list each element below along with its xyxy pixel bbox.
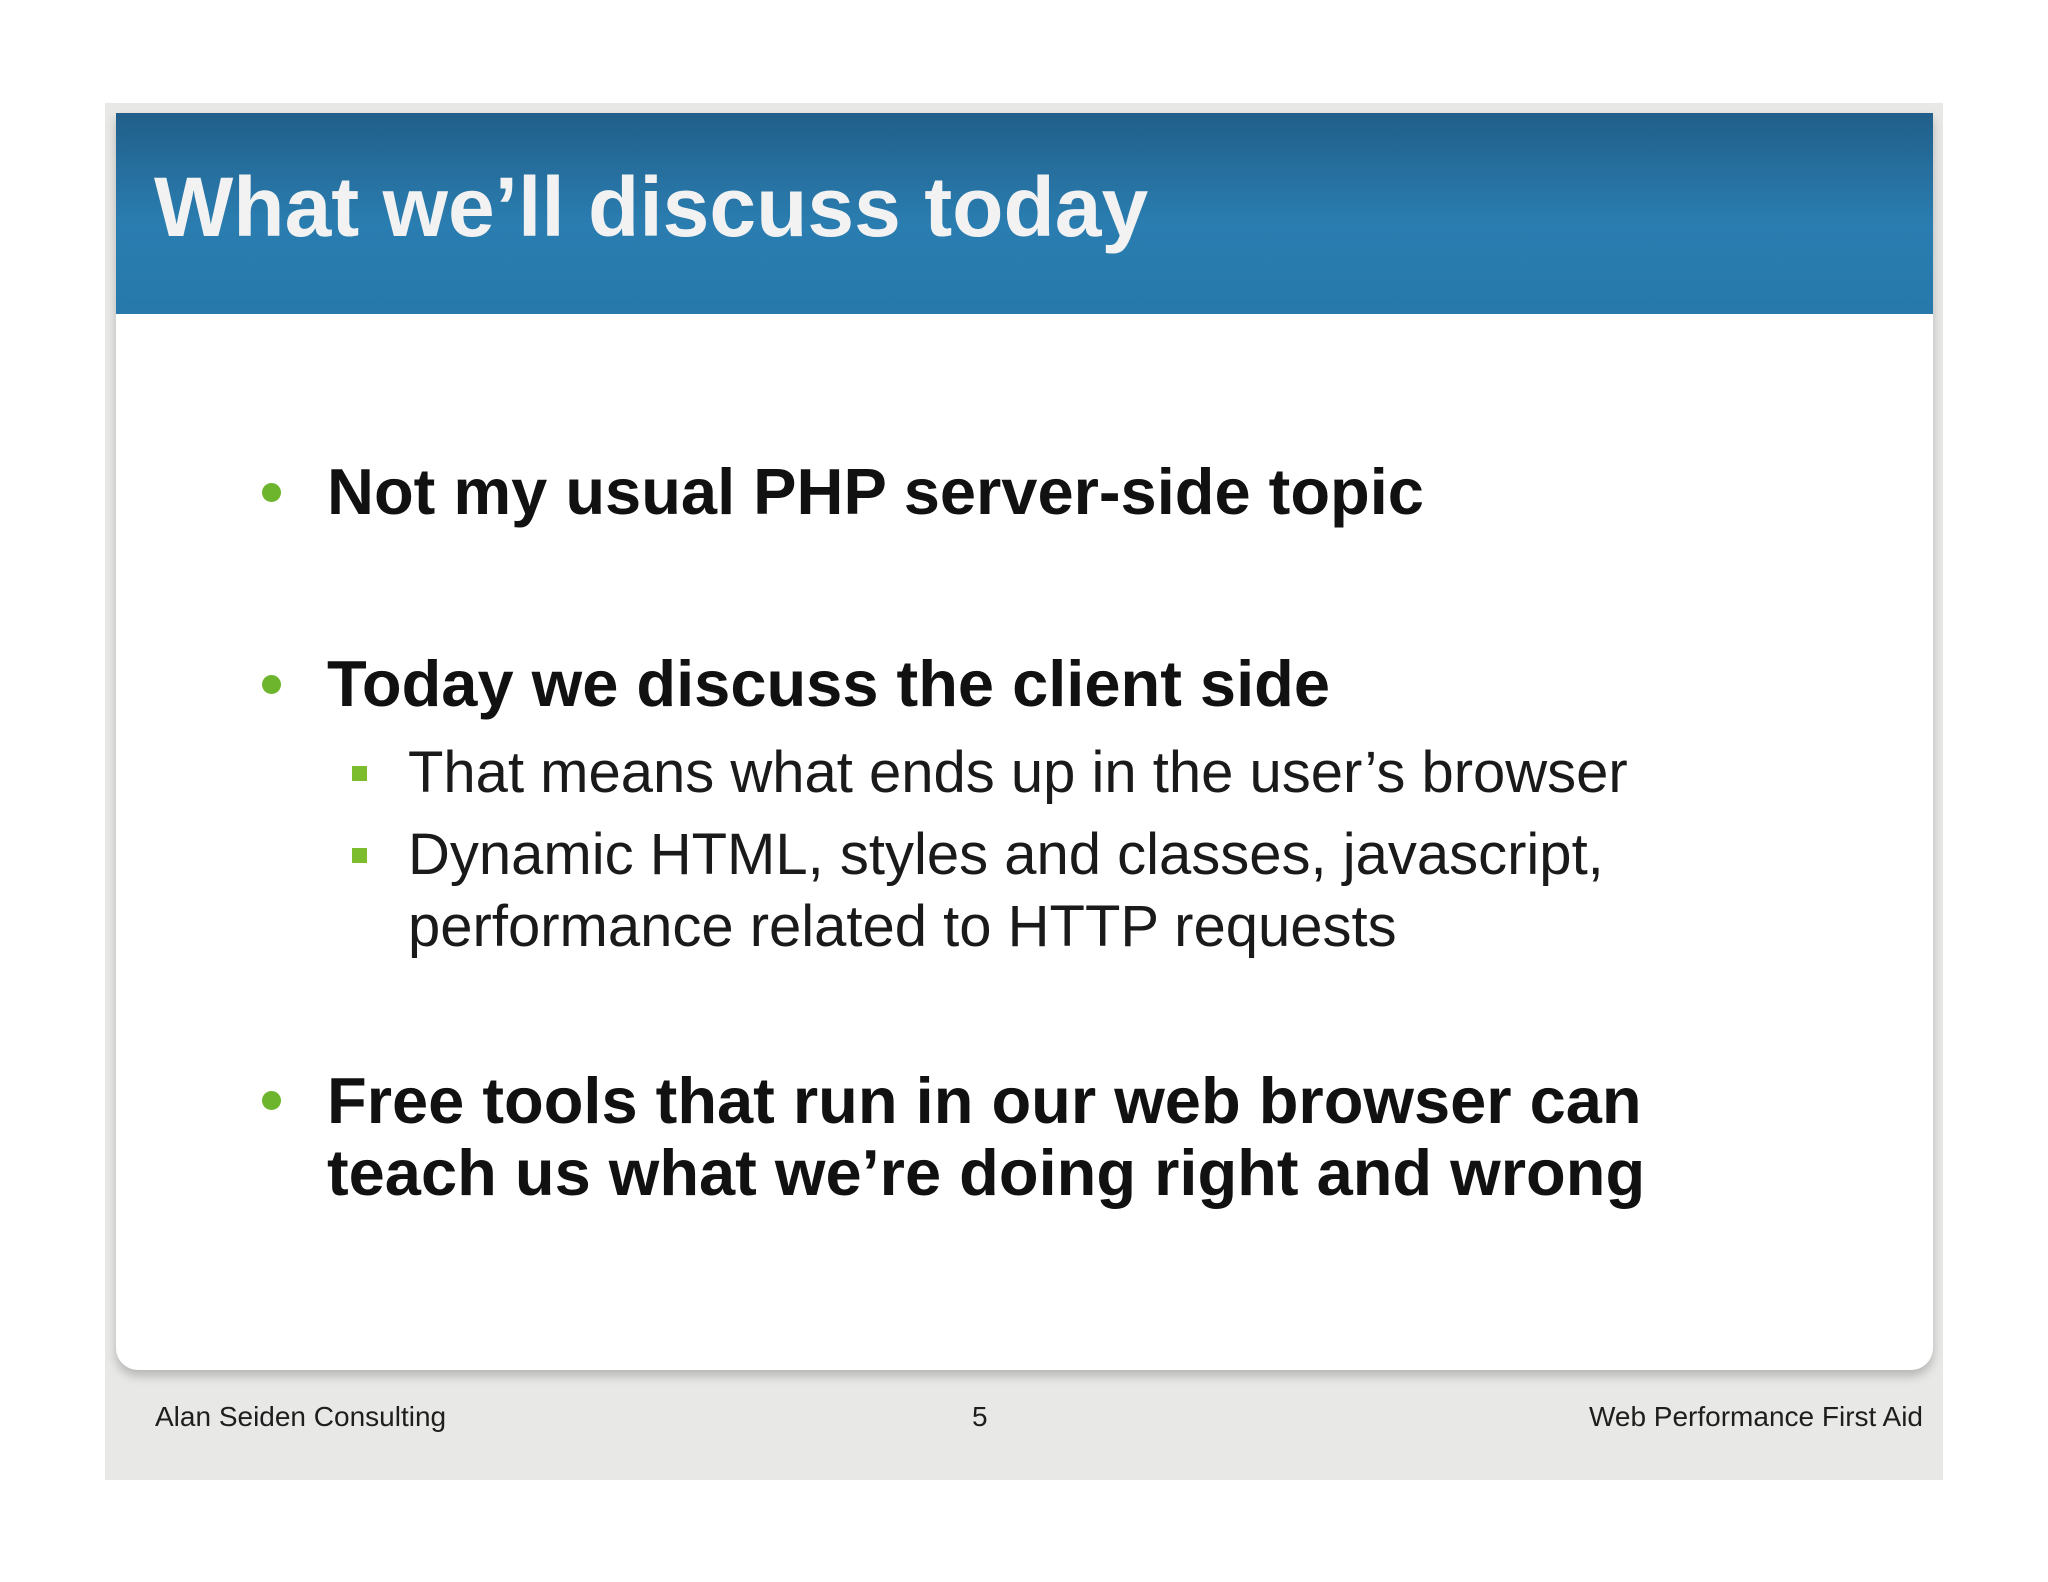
bullet-item: Today we discuss the client side — [327, 647, 1330, 720]
slide-frame — [105, 103, 1943, 1480]
footer-presentation-title: Web Performance First Aid — [1588, 1401, 1923, 1432]
slide-content-area — [116, 113, 1933, 1370]
sub-bullet-square-icon — [352, 848, 367, 863]
slide-title: What we’ll discuss today — [154, 160, 1149, 254]
page-number: 5 — [972, 1401, 988, 1432]
sub-bullet-item: Dynamic HTML, styles and classes, javascript, performance related to HTTP requests — [408, 822, 1604, 959]
bullet-item: Free tools that run in our web browser can teach us what we’re doing right and wrong — [327, 1064, 1646, 1209]
title-bar — [116, 113, 1933, 314]
sub-bullet-item: That means what ends up in the user’s browser — [408, 740, 1628, 805]
bullet-dot-icon — [262, 1091, 281, 1110]
footer-author: Alan Seiden Consulting — [155, 1401, 447, 1432]
bullet-dot-icon — [262, 675, 281, 694]
sub-bullet-square-icon — [352, 766, 367, 781]
bullet-item: Not my usual PHP server-side topic — [327, 455, 1424, 528]
bullet-dot-icon — [262, 483, 281, 502]
